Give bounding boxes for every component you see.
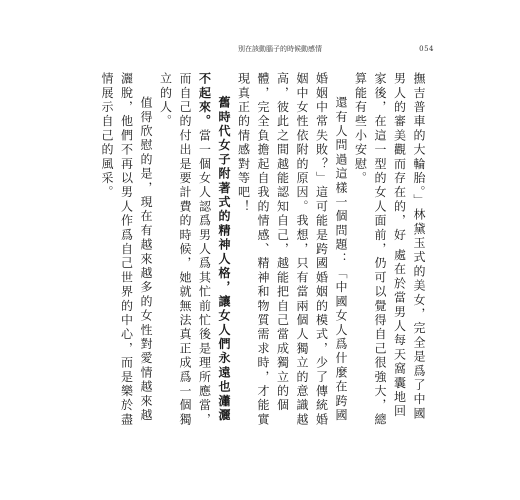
text-segment: 值得欣慰的是，現在有越來越多的女性對愛情越來越灑脫，他們不再以男人作爲自己世界的中心，而是樂於盡情展示自己的風采。 (100, 72, 153, 427)
bold-segment: 舊時代女子附著式的精神人格，讓女人們永遠也瀟灑不起來。 (197, 72, 231, 423)
lead-in-text: 撫吉普車的大輪胎。」林黛玉式的美女，完全是爲了中國男人的審美觀而存在的，好 (392, 72, 426, 421)
paragraph-3 (97, 72, 156, 432)
text-segment: 處在於當男人每天窩囊地回家後，在這一型的女人面前，仍可以覺得自己很強大，總算能有些小安慰。 (353, 72, 407, 427)
text-segment: 當一個女人認爲男人爲其忙前忙後是理所應當，而自己的付出是要計費的時候，她就無法真正成爲一個獨立的人。 (158, 72, 212, 428)
running-header (238, 44, 434, 54)
paragraph-0 (350, 72, 428, 432)
paragraph-2 (155, 72, 233, 432)
vertical-text-body (100, 72, 428, 432)
text-segment: 還有人問過這樣一個問題：「中國女人爲什麼在跨國婚姻中常失敗？」這可能是跨國婚姻的模式，少了傳統婚姻中女性依附的原因。我想，只有當兩個人獨立的意識越高，彼此之間越能認知自己，越能把自己當成獨立的個體，完全負擔起自我的情感、精神和物質需求時，才能實現真正的情感對等吧！ (236, 72, 348, 427)
page-number: 054 (419, 45, 434, 53)
paragraph-1 (233, 72, 350, 432)
running-title: 別在該動腦子的時候動感情 (238, 45, 322, 53)
